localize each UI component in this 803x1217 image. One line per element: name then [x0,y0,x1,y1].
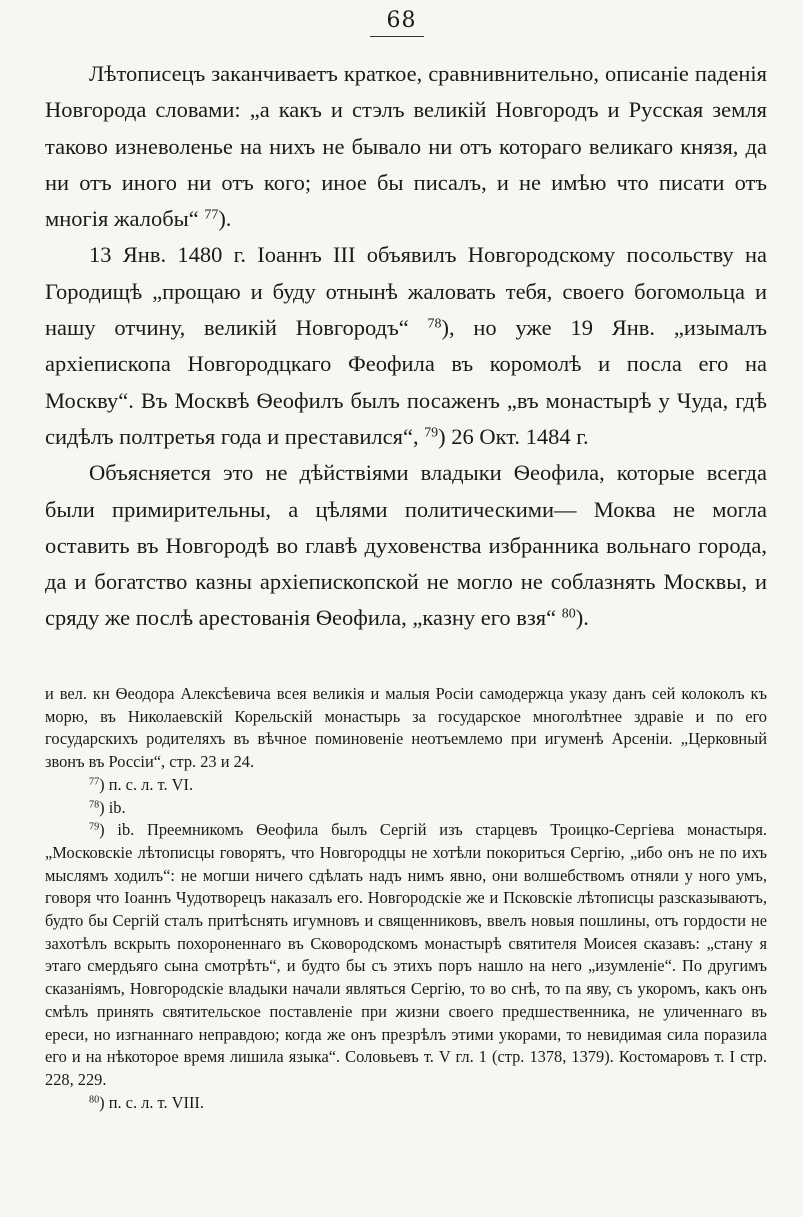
footnote-ref-78: 78 [427,316,442,332]
paragraph-text: 13 Янв. 1480 г. Іоаннъ III объявилъ Новгородскому посольству на Городищѣ „прощаю и буду отнынѣ жаловать тебя, своего богомольца и нашу отчину, великій Новгородъ“ [45,242,767,341]
paragraph-text: ) 26 Окт. 1484 г. [438,423,589,449]
page-number-underline [370,36,424,37]
footnote-77 [45,774,767,797]
footnote-79 [45,819,767,1091]
paragraph-tail: ). [218,206,232,232]
footnote-80 [45,1092,767,1115]
footnote-78 [45,797,767,820]
footnote-number: 80 [89,1094,100,1106]
paragraph-tail: ). [575,605,589,631]
footnote-ref-80: 80 [561,606,576,622]
footnote-text: ) ib. Преемникомъ Ѳеофила былъ Сергій изъ старцевъ Троицко-Сергіева монастыря. „Московскіе лѣтописцы говорятъ, что Новгородцы не хотѣли покориться Сергію, „ибо онъ не по ихъ мыслямъ ходилъ“: не могши ничего сдѣлать надъ нимъ явно, они волшебствомъ отняли у ного умъ, говоря что Іоаннъ Чудотворецъ наказалъ его. Новгородскіе же и Псковскіе лѣтописцы разсказываютъ, будто бы Сергій сталъ притѣснять игумновъ и священниковъ, ввелъ новыя пошлины, отъ гордости не захотѣлъ вскрыть похороненнаго въ Сковородскомъ монастырѣ святителя Моисея сказавъ: „стану я этаго смердьяго сына смотрѣть“, и будто бы съ этихъ поръ нашло на него „изумленіе“. По другимъ сказаніямъ, Новгородскіе владыки начали являться Сергію, то во снѣ, то па яву, съ укоромъ, какъ онъ смѣлъ принять святительское поставленіе при жизни своего предшественника, не уличеннаго въ ереси, но изгнаннаго неправдою; когда же онъ презрѣлъ этими укорами, то невидимая сила поразила его и на нѣкоторое время лишила языка“. Соловьевъ т. V гл. 1 (стр. 1378, 1379). Костомаровъ т. I стр. 228, 229. [45,820,767,1089]
paragraph-text: Лѣтописецъ заканчиваетъ краткое, сравнивнительно, описаніе паденія Новгорода словами: „а какъ и стэлъ великій Новгородъ и Русская земля таково изневоленье на нихъ не бывало ни отъ котораго великаго князя, да ни отъ иного ни отъ кого; иное бы писалъ, и не имѣю что писати отъ многія жалобы“ [45,61,767,232]
main-text [45,56,767,637]
footnote-text: ) п. с. л. т. VIII. [99,1092,204,1112]
page-number: 68 [386,8,417,33]
paragraph-text: ), но уже 19 Янв. „изымалъ архіепископа Новгородцкаго Феофила въ коромолѣ и посла его на Москву“. Въ Москвѣ Ѳеофилъ былъ посаженъ „въ монастырѣ у Чуда, гдѣ сидѣлъ полтретья года и преставился“, [45,315,768,449]
paragraph-text: Объясняется это не дѣйствіями владыки Ѳеофила, которые всегда были примирительны, а цѣлями политическими— Моква не могла оставить въ Новгородѣ во главѣ духовенства избранника вольнаго города, да и богатство казны архіепископской не могло не соблазнять Москвы, и сряду же послѣ арестованія Ѳеофила, „казну его взя“ [45,460,767,631]
footnote-number: 79 [89,821,100,833]
footnote-text: ) п. с. л. т. VI. [99,774,194,794]
paragraph-2 [45,237,767,455]
footnote-continuation: и вел. кн Ѳеодора Алексѣевича всея великія и малыя Росіи самодержца указу данъ сей колоколъ къ морю, въ Николаевскій Корельскій монастырь за государское многолѣтнее здравіе и по его государскихъ родителяхъ въ вѣчное поминовеніе неотъемлемо при игуменѣ Арсеніи. „Церковный звонъ въ Россіи“, стр. 23 и 24. [45,684,767,772]
footnote-ref-77: 77 [204,207,219,223]
footnote-number: 78 [89,798,100,810]
paragraph-1 [45,56,767,237]
paragraph-3 [45,455,767,636]
footnote-text: ) ib. [99,797,126,817]
footnote-ref-79: 79 [424,425,439,441]
footnotes [45,683,767,1114]
footnote-number: 77 [89,776,100,788]
